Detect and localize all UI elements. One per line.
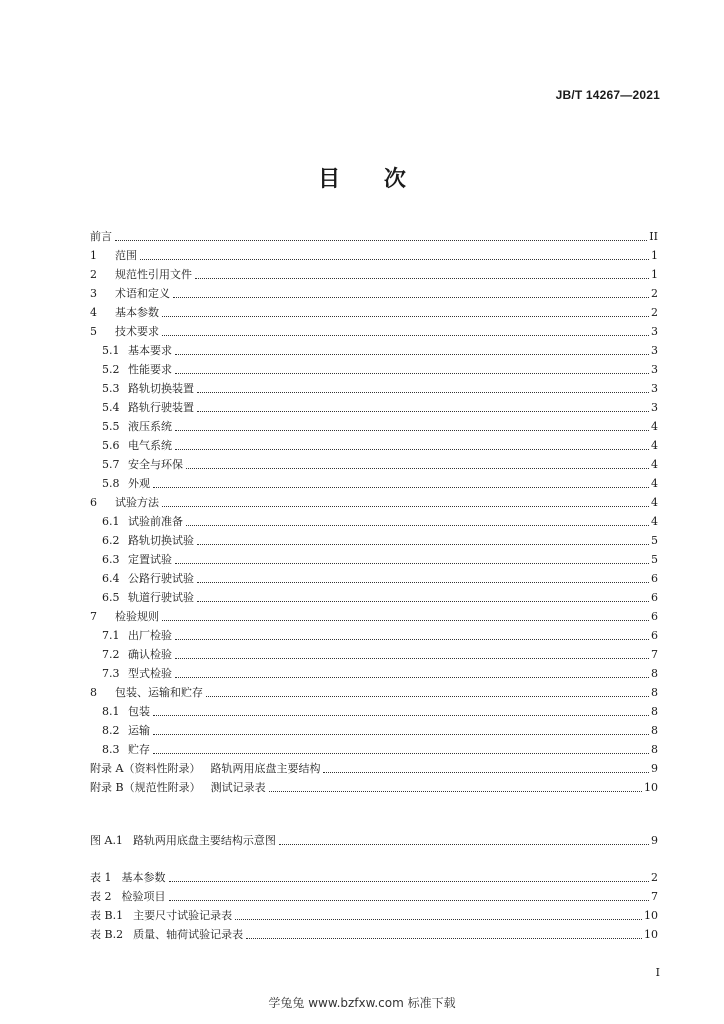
toc-entry-number: 5.4 — [102, 401, 120, 414]
toc-entry-text — [90, 610, 159, 624]
toc-entry[interactable] — [90, 701, 658, 719]
toc-entry-page: 5 — [651, 553, 658, 566]
toc-entry-label: 主要尺寸试验记录表 — [133, 909, 233, 922]
toc-entry-label: 测试记录表 — [210, 781, 266, 794]
toc-entry-label: 基本参数 — [121, 871, 166, 884]
toc-entry[interactable] — [90, 777, 658, 795]
toc-entry-text — [90, 515, 183, 529]
toc-entry-number: 表 B.1 — [90, 909, 124, 922]
toc-entry-text — [90, 534, 194, 548]
toc-entry-page: 3 — [651, 382, 658, 395]
toc-entry-label: 包装、运输和贮存 — [115, 686, 203, 699]
toc-entry-text — [90, 344, 172, 358]
toc-entry-text — [90, 382, 194, 396]
toc-entry[interactable] — [90, 924, 658, 942]
toc-entry-label: 电气系统 — [128, 439, 172, 452]
toc-entry[interactable] — [90, 473, 658, 491]
toc-entry-number: 7.3 — [102, 667, 120, 680]
toc-entry-page: 6 — [651, 591, 658, 604]
toc-entry[interactable] — [90, 378, 658, 396]
toc-entry-label: 基本要求 — [128, 344, 172, 357]
toc-entry-number: 附录 B（规范性附录） — [90, 781, 201, 794]
toc-entry-number: 5.8 — [102, 477, 120, 490]
toc-entry-page: 8 — [651, 686, 658, 699]
standard-number: JB/T 14267—2021 — [555, 88, 660, 102]
dot-leader — [153, 486, 649, 488]
dot-leader — [115, 239, 647, 241]
dot-leader — [186, 524, 649, 526]
toc-entry-page: II — [649, 230, 658, 243]
toc-entry-number: 表 B.2 — [90, 928, 124, 941]
dot-leader — [173, 296, 649, 298]
dot-leader — [195, 277, 649, 279]
toc-entry-text — [90, 705, 150, 719]
dot-leader — [197, 581, 649, 583]
toc-entry-page: 1 — [651, 249, 658, 262]
toc-entry-label: 检验项目 — [121, 890, 166, 903]
dot-leader — [323, 771, 649, 773]
dot-leader — [162, 505, 649, 507]
toc-entry-number: 1 — [90, 249, 97, 262]
dot-leader — [269, 790, 642, 792]
dot-leader — [206, 695, 649, 697]
toc-entry-number: 5.5 — [102, 420, 120, 433]
toc-entry-text — [90, 268, 192, 282]
toc-entry-label: 术语和定义 — [115, 287, 170, 300]
toc-entry-page: 2 — [651, 871, 658, 884]
toc-entry-page: 4 — [651, 477, 658, 490]
toc-entry[interactable] — [90, 492, 658, 510]
toc-entry-page: 6 — [651, 610, 658, 623]
toc-entry-text — [90, 249, 137, 263]
toc-entry-text — [90, 287, 170, 301]
toc-entry-number: 5.1 — [102, 344, 120, 357]
dot-leader — [197, 543, 649, 545]
toc-entry-label: 轨道行驶试验 — [128, 591, 194, 604]
toc-entry-number: 7.2 — [102, 648, 120, 661]
toc-entry-number: 5.6 — [102, 439, 120, 452]
toc-entry[interactable] — [90, 245, 658, 263]
toc-entry-text — [90, 648, 172, 662]
toc-entry-text — [90, 401, 194, 415]
toc-entry[interactable] — [90, 454, 658, 472]
toc-entry-label: 规范性引用文件 — [115, 268, 192, 281]
toc-entry-page: 2 — [651, 306, 658, 319]
toc-entry-text — [90, 629, 172, 643]
toc-entry[interactable] — [90, 435, 658, 453]
toc-entry-label: 范围 — [115, 249, 137, 262]
dot-leader — [162, 334, 649, 336]
toc-entry[interactable] — [90, 549, 658, 567]
dot-leader — [197, 410, 649, 412]
toc-entry[interactable] — [90, 625, 658, 643]
toc-entry-label: 路轨行驶装置 — [128, 401, 194, 414]
toc-entry-text — [90, 553, 172, 567]
toc-entry-text — [90, 477, 150, 491]
toc-entry[interactable] — [90, 283, 658, 301]
toc-entry-page: 4 — [651, 496, 658, 509]
toc-entry-page: 9 — [651, 833, 658, 847]
dot-leader — [162, 315, 649, 317]
toc-entry-page: 4 — [651, 515, 658, 528]
toc-entry-text — [90, 781, 266, 795]
toc-entry-page: 9 — [651, 762, 658, 775]
toc-entry-label: 路轨切换试验 — [128, 534, 194, 547]
toc-entry[interactable] — [90, 568, 658, 586]
dot-leader — [175, 448, 649, 450]
toc-entry-text — [90, 420, 172, 434]
dot-leader — [175, 657, 649, 659]
toc-entry-page: 2 — [651, 287, 658, 300]
dot-leader — [169, 880, 650, 882]
dot-leader — [175, 353, 649, 355]
toc-entry-page: 4 — [651, 439, 658, 452]
toc-entry-text — [90, 230, 112, 244]
toc-entry-number: 表 1 — [90, 871, 112, 884]
toc-entry-number: 5.2 — [102, 363, 120, 376]
toc-entry-text — [90, 325, 159, 339]
toc-entry-number: 3 — [90, 287, 97, 300]
toc-entry-text — [90, 928, 243, 942]
toc-entry-label: 安全与环保 — [128, 458, 183, 471]
toc-entry[interactable] — [90, 416, 658, 434]
toc-entry-text — [90, 871, 166, 885]
toc-entry-page: 10 — [644, 781, 658, 794]
toc-entry-label: 性能要求 — [128, 363, 172, 376]
toc-entry-number: 8.1 — [102, 705, 120, 718]
toc-entry[interactable] — [90, 511, 658, 529]
toc-entry-number: 表 2 — [90, 890, 112, 903]
toc-entry-page: 4 — [651, 420, 658, 433]
dot-leader — [153, 733, 649, 735]
toc-entry-label: 液压系统 — [128, 420, 172, 433]
toc-entry-label: 型式检验 — [128, 667, 172, 680]
toc-entry[interactable] — [90, 340, 658, 358]
toc-entry-label: 前言 — [90, 230, 112, 243]
toc-entry[interactable] — [90, 830, 658, 848]
toc-entry[interactable] — [90, 264, 658, 282]
toc-entry-number: 5 — [90, 325, 97, 338]
toc-entry-page: 6 — [651, 629, 658, 642]
toc-entry[interactable] — [90, 867, 658, 885]
dot-leader — [186, 467, 649, 469]
toc-entry-label: 出厂检验 — [128, 629, 172, 642]
toc-entry[interactable] — [90, 226, 658, 244]
toc-entry-page: 5 — [651, 534, 658, 547]
toc-entry-number: 8.3 — [102, 743, 120, 756]
toc-entry-page: 3 — [651, 344, 658, 357]
toc-entry-number: 图 A.1 — [90, 833, 123, 847]
toc-entry-page: 8 — [651, 743, 658, 756]
toc-entry-page: 3 — [651, 363, 658, 376]
dot-leader — [169, 899, 650, 901]
toc-entry[interactable] — [90, 321, 658, 339]
toc-entry-text — [90, 762, 320, 776]
toc-entry-number: 8 — [90, 686, 97, 699]
toc-entry-number: 5.3 — [102, 382, 120, 395]
toc-entry-page: 10 — [644, 909, 658, 922]
toc-entry[interactable] — [90, 587, 658, 605]
toc-entry-number: 附录 A（资料性附录） — [90, 762, 201, 775]
dot-leader — [235, 918, 642, 920]
dot-leader — [197, 391, 649, 393]
toc-entry-label: 路轨两用底盘主要结构示意图 — [132, 833, 276, 847]
toc-entry-text — [90, 686, 203, 700]
toc-entry-number: 6.3 — [102, 553, 120, 566]
toc-entry-page: 10 — [644, 928, 658, 941]
toc-entry[interactable] — [90, 397, 658, 415]
toc-entry-text — [90, 591, 194, 605]
dot-leader — [153, 714, 649, 716]
toc-entry-label: 公路行驶试验 — [128, 572, 194, 585]
toc-entry-number: 6.1 — [102, 515, 120, 528]
page-title — [0, 162, 724, 193]
toc-entry-page: 8 — [651, 667, 658, 680]
toc-entry[interactable] — [90, 663, 658, 681]
toc-entry-number: 5.7 — [102, 458, 120, 471]
dot-leader — [197, 600, 649, 602]
toc-entry-label: 定置试验 — [128, 553, 172, 566]
toc-entry[interactable] — [90, 302, 658, 320]
toc-entry-text — [90, 890, 166, 904]
toc-entry-text — [90, 743, 150, 757]
toc-entry-label: 质量、轴荷试验记录表 — [133, 928, 244, 941]
toc-entry[interactable] — [90, 682, 658, 700]
toc-entry-label: 检验规则 — [115, 610, 159, 623]
toc-entry-page: 8 — [651, 705, 658, 718]
toc-entry[interactable] — [90, 739, 658, 757]
toc-entry-text — [90, 496, 159, 510]
toc-entry[interactable] — [90, 644, 658, 662]
toc-entry-page: 3 — [651, 325, 658, 338]
toc-entry[interactable] — [90, 530, 658, 548]
dot-leader — [140, 258, 649, 260]
toc-entry[interactable] — [90, 905, 658, 923]
toc-entry-label: 外观 — [128, 477, 150, 490]
toc-entry-text — [90, 306, 159, 320]
toc-entry-label: 路轨两用底盘主要结构 — [210, 762, 321, 775]
toc-entry-label: 包装 — [128, 705, 150, 718]
dot-leader — [175, 429, 649, 431]
toc-entry-text — [90, 439, 172, 453]
toc-entry-page: 4 — [651, 458, 658, 471]
toc-entry-page: 7 — [651, 648, 658, 661]
toc-entry-page: 1 — [651, 268, 658, 281]
toc-entry[interactable] — [90, 720, 658, 738]
toc-entry-number: 6.5 — [102, 591, 120, 604]
toc-entry[interactable] — [90, 886, 658, 904]
toc-entry-text — [90, 724, 150, 738]
toc-entry-text — [90, 572, 194, 586]
toc-entry-text — [90, 834, 276, 848]
toc-entry-label: 确认检验 — [128, 648, 172, 661]
toc-entry-number: 2 — [90, 268, 97, 281]
toc-entry-label: 基本参数 — [115, 306, 159, 319]
title-char-1: 目 — [318, 167, 341, 192]
toc-entry-page: 7 — [651, 890, 658, 903]
toc-entry-number: 6.2 — [102, 534, 120, 547]
toc-entry-number: 8.2 — [102, 724, 120, 737]
toc-entry-number: 7 — [90, 610, 97, 623]
toc-entry-label: 试验方法 — [115, 496, 159, 509]
toc-entry-number: 6 — [90, 496, 97, 509]
toc-entry-number: 6.4 — [102, 572, 120, 585]
dot-leader — [246, 937, 642, 939]
toc-entry-text — [90, 667, 172, 681]
dot-leader — [279, 843, 649, 845]
toc-entry-label: 贮存 — [128, 743, 150, 756]
toc-entry-number: 4 — [90, 306, 97, 319]
toc-entry-number: 7.1 — [102, 629, 120, 642]
toc-entry-text — [90, 458, 183, 472]
toc-entry-label: 试验前准备 — [128, 515, 183, 528]
toc-entry-page: 3 — [651, 401, 658, 414]
toc-entry[interactable] — [90, 359, 658, 377]
dot-leader — [175, 562, 649, 564]
toc-entry-page: 6 — [651, 572, 658, 585]
dot-leader — [175, 638, 649, 640]
dot-leader — [175, 676, 649, 678]
toc-entry-text — [90, 909, 232, 923]
page-number: I — [655, 966, 660, 979]
toc-entry-label: 运输 — [128, 724, 150, 737]
toc-entry[interactable] — [90, 606, 658, 624]
toc-entry-label: 技术要求 — [115, 325, 159, 338]
watermark-text: 学兔兔 www.bzfxw.com 标准下载 — [268, 996, 456, 1010]
toc-entry-text — [90, 363, 172, 377]
toc-entry-page: 8 — [651, 724, 658, 737]
title-char-2: 次 — [383, 167, 406, 192]
toc-entry-label: 路轨切换装置 — [128, 382, 194, 395]
dot-leader — [153, 752, 649, 754]
dot-leader — [162, 619, 649, 621]
toc-entry[interactable] — [90, 758, 658, 776]
dot-leader — [175, 372, 649, 374]
